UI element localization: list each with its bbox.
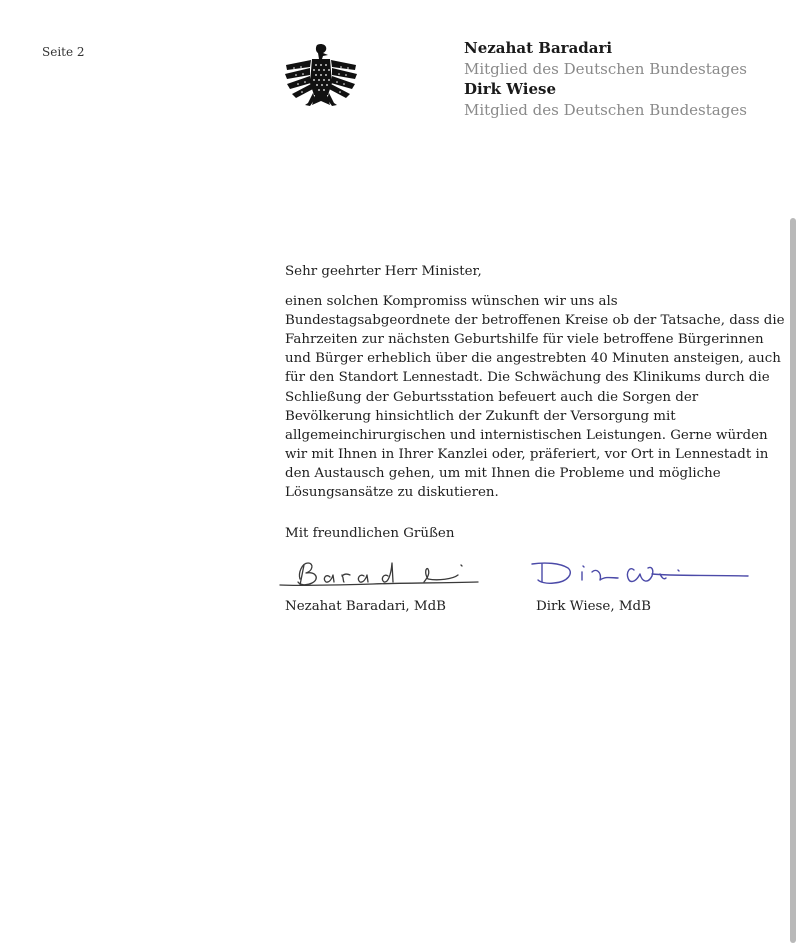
- body-line: Schließung der Geburtsstation befeuert auch die Sorgen der: [285, 389, 699, 405]
- member-role: Mitglied des Deutschen Bundestages: [464, 100, 747, 119]
- closing: Mit freundlichen Grüßen: [285, 526, 455, 541]
- signature-baradari: [278, 555, 483, 595]
- body-line: wir mit Ihnen in Ihrer Kanzlei oder, präferiert, vor Ort in Lennestadt in: [285, 446, 769, 462]
- page-number: Seite 2: [42, 45, 85, 59]
- body-line: Lösungsansätze zu diskutieren.: [285, 485, 499, 501]
- body-line: für den Standort Lennestadt. Die Schwächung des Klinikums durch die: [285, 370, 770, 386]
- signature-wiese: [530, 558, 750, 590]
- letter-body: [285, 262, 785, 502]
- body-line: Fahrzeiten zur nächsten Geburtshilfe für viele betroffene Bürgerinnen: [285, 332, 764, 348]
- body-line: und Bürger erheblich über die angestrebten 40 Minuten ansteigen, auch: [285, 351, 781, 367]
- body-paragraph: [285, 292, 785, 502]
- salutation: Sehr geehrter Herr Minister,: [285, 264, 482, 279]
- body-line: Bevölkerung hinsichtlich der Zukunft der Versorgung mit: [285, 408, 676, 424]
- letterhead: [464, 38, 747, 120]
- member-name: Nezahat Baradari: [464, 39, 613, 57]
- body-line: den Austausch gehen, um mit Ihnen die Probleme und mögliche: [285, 465, 721, 481]
- signer-name: Dirk Wiese, MdB: [536, 599, 651, 614]
- scrollbar[interactable]: [790, 218, 796, 943]
- bundestag-eagle-icon: [284, 43, 358, 111]
- body-line: einen solchen Kompromiss wünschen wir uns als: [285, 294, 618, 310]
- member-name: Dirk Wiese: [464, 80, 557, 98]
- body-line: allgemeinchirurgischen und internistischen Leistungen. Gerne würden: [285, 427, 768, 443]
- signer-name: Nezahat Baradari, MdB: [285, 599, 447, 614]
- body-line: Bundestagsabgeordnete der betroffenen Kreise ob der Tatsache, dass die: [285, 313, 785, 329]
- member-role: Mitglied des Deutschen Bundestages: [464, 59, 747, 78]
